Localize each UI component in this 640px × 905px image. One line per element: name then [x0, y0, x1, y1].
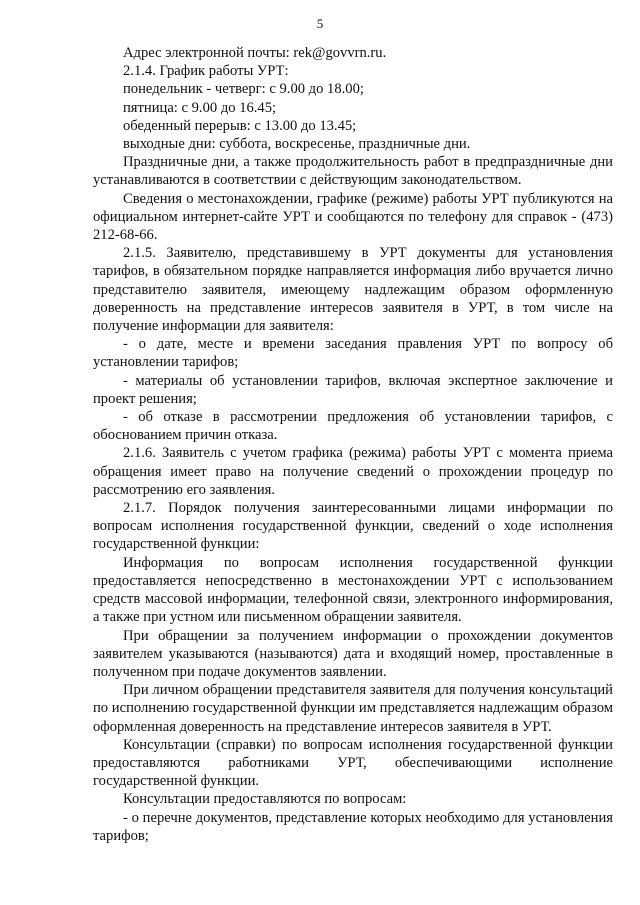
paragraph: 2.1.7. Порядок получения заинтересованными лицами информации по вопросам исполнения государственной функции, сведений о ходе исполнения государственной функции: [93, 500, 613, 553]
paragraph: 2.1.5. Заявителю, представившему в УРТ документы для установления тарифов, в обязательном порядке направляется информация либо вручается лично представителю заявителя, имеющему надлежащим образом оформленную доверенность на представление интересов заявителя в УРТ, в том числе на получение информации для заявителя: [93, 245, 613, 335]
page-number: 5 [316, 16, 324, 31]
paragraph: обеденный перерыв: с 13.00 до 13.45; [123, 117, 357, 134]
paragraph: пятница: с 9.00 до 16.45; [123, 99, 277, 116]
paragraph: Информация по вопросам исполнения государственной функции предоставляется непосредственно в местонахождении УРТ с использованием средств массовой информации, телефонной связи, электронного информирования, а также при устном или письменном обращении заявителя. [93, 554, 613, 626]
paragraph: 2.1.4. График работы УРТ: [123, 63, 289, 80]
paragraph: - об отказе в рассмотрении предложения об установлении тарифов, с обоснованием причин отказа. [93, 409, 613, 444]
paragraph: При обращении за получением информации о прохождении документов заявителем указываются (называются) дата и входящий номер, проставленные в полученном при подаче документов заявлении. [93, 627, 613, 680]
paragraph: Сведения о местонахождении, графике (режиме) работы УРТ публикуются на официальном интернет-сайте УРТ и сообщаются по телефону для справок - (473) 212-68-66. [93, 190, 613, 244]
paragraph: Праздничные дни, а также продолжительность работ в предпраздничные дни устанавливаются в соответствии с действующим законодательством. [93, 154, 613, 189]
document-body [93, 44, 613, 845]
paragraph: - материалы об установлении тарифов, включая экспертное заключение и проект решения; [93, 372, 613, 407]
paragraph: Консультации предоставляются по вопросам: [123, 791, 407, 808]
paragraph: - о перечне документов, представление которых необходимо для установления тарифов; [93, 809, 613, 844]
paragraph: Консультации (справки) по вопросам исполнения государственной функции предоставляются работниками УРТ, обеспечивающими исполнение государственной функции. [93, 736, 613, 790]
paragraph: - о дате, месте и времени заседания правления УРТ по вопросу об установлении тарифов; [93, 336, 613, 371]
paragraph: выходные дни: суббота, воскресенье, праздничные дни. [123, 136, 471, 153]
paragraph: При личном обращении представителя заявителя для получения консультаций по исполнению государственной функции им представляется надлежащим образом оформленная доверенность на представление интересов заявителя в УРТ. [93, 682, 613, 735]
paragraph: понедельник - четверг: с 9.00 до 18.00; [123, 81, 364, 98]
paragraph: 2.1.6. Заявитель с учетом графика (режима) работы УРТ с момента приема обращения имеет право на получение сведений о прохождении процедур по рассмотрению его заявления. [93, 445, 613, 498]
paragraph: Адрес электронной почты: rek@govvrn.ru. [123, 45, 387, 61]
